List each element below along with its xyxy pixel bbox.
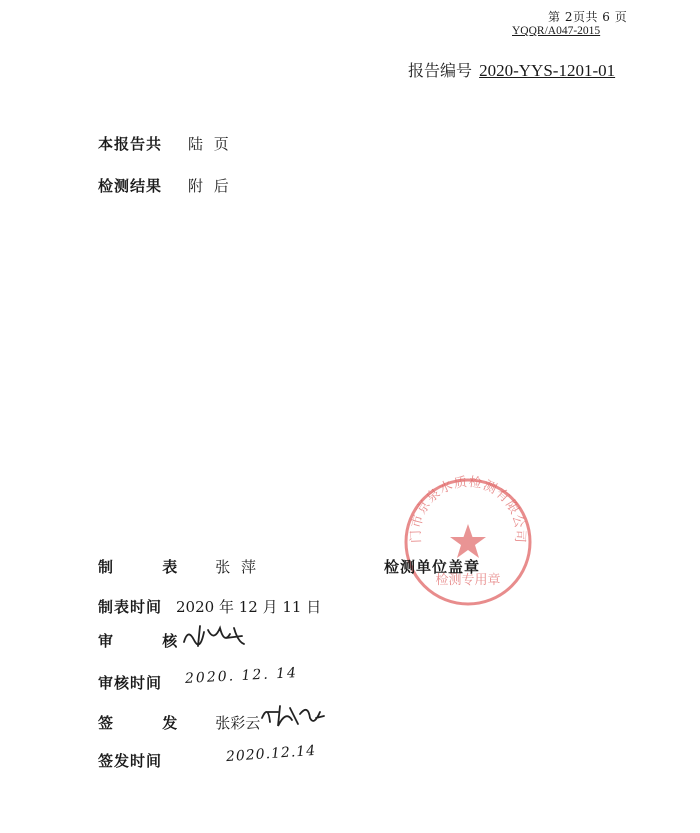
form-code: YQQR/A047-2015 bbox=[512, 25, 601, 37]
issuer-value: 张彩云 bbox=[215, 714, 261, 732]
pages-value: 陆 页 bbox=[188, 135, 232, 153]
review-time-label: 审核时间 bbox=[98, 674, 163, 692]
pages-field bbox=[98, 133, 232, 154]
report-number bbox=[408, 58, 615, 81]
result-label: 检测结果 bbox=[98, 177, 163, 195]
issuer-label: 签 发 bbox=[98, 714, 200, 732]
pages-label: 本报告共 bbox=[98, 135, 163, 153]
reviewer-signature bbox=[180, 622, 250, 650]
maker-value: 张 萍 bbox=[215, 558, 260, 576]
maker-field bbox=[98, 556, 259, 577]
result-field bbox=[98, 175, 232, 196]
seal-arc-text: 门市京泉水质检测有限公司 bbox=[408, 474, 528, 545]
issuer-signature bbox=[258, 700, 328, 730]
report-number-value: 2020-YYS-1201-01 bbox=[479, 61, 616, 80]
make-time-field bbox=[98, 596, 321, 617]
report-number-label: 报告编号 bbox=[408, 61, 473, 80]
make-time-label: 制表时间 bbox=[98, 598, 163, 616]
issuer-field bbox=[98, 712, 260, 733]
make-time-value: 2020 年 12 月 11 日 bbox=[176, 598, 322, 616]
reviewer-label: 审 核 bbox=[98, 632, 200, 650]
review-time-field bbox=[98, 672, 162, 693]
result-value: 附 后 bbox=[188, 177, 232, 195]
page-number: 第 2页共 6 页 bbox=[548, 10, 628, 24]
review-date-handwritten: 2020. 12. 14 bbox=[184, 665, 299, 687]
issue-time-label: 签发时间 bbox=[98, 752, 163, 770]
issue-date-handwritten: 2020.12.14 bbox=[225, 742, 317, 766]
issue-time-field bbox=[98, 750, 162, 771]
seal-subtext: 检测专用章 bbox=[435, 573, 501, 588]
seal-label: 检测单位盖章 bbox=[384, 558, 481, 576]
maker-label: 制 表 bbox=[98, 558, 200, 576]
official-seal-stamp bbox=[398, 472, 538, 612]
